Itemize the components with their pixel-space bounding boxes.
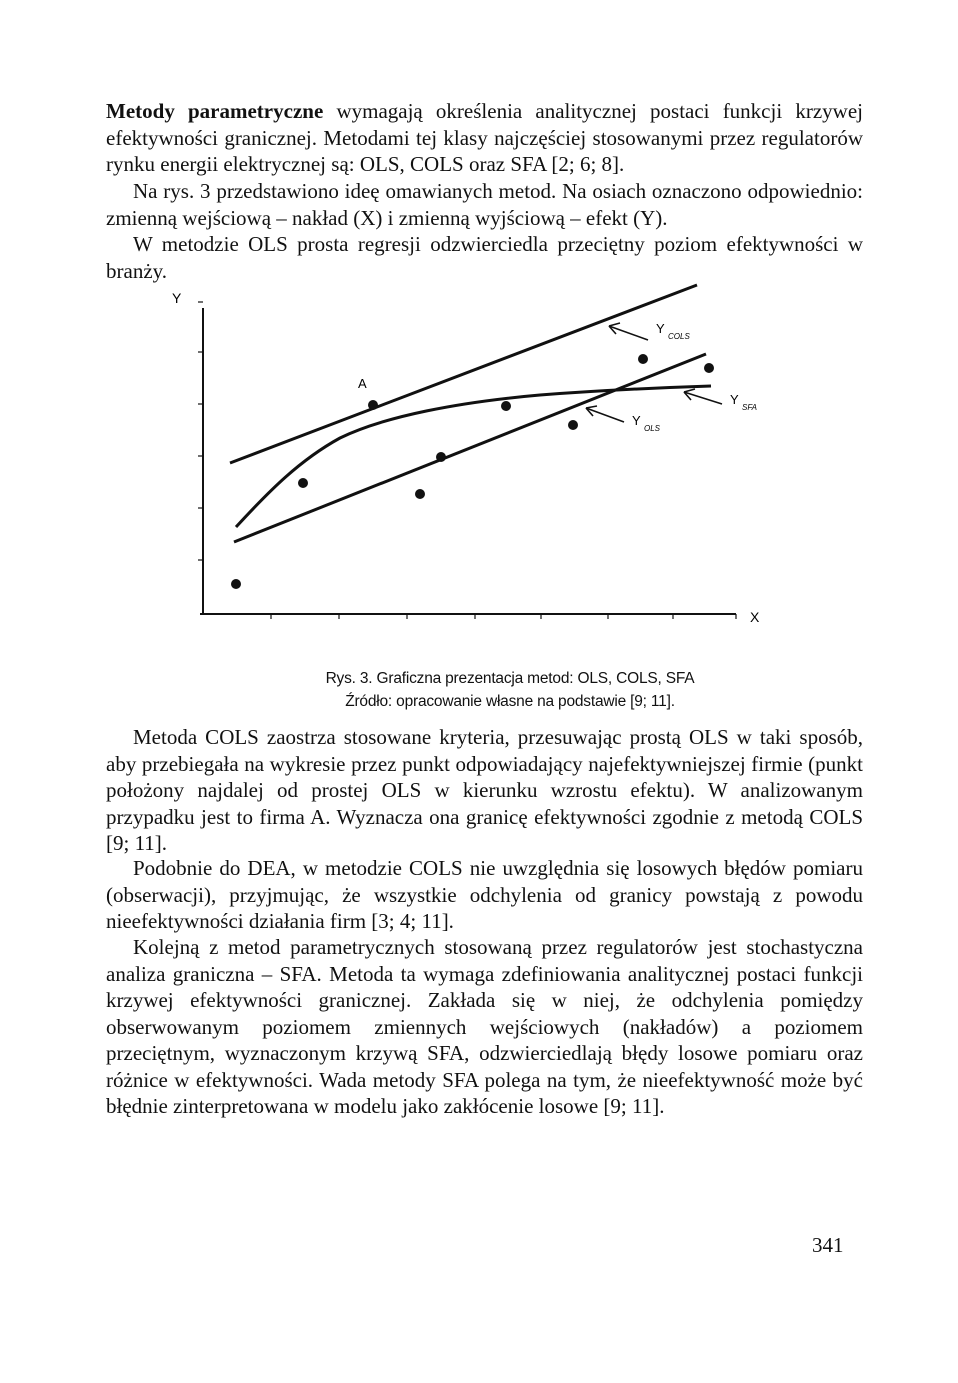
intro-paragraph-1-text: wymagają określenia analitycznej postaci funkcji krzywej efektywności granicznej. Metodami tej klasy najczęściej stosowanymi przez regulatorów rynku energii elektrycznej są: OLS, COLS oraz SFA [2; 6; 8]. (106, 99, 863, 176)
label-ols-main: Y (632, 413, 641, 428)
data-point (501, 401, 511, 411)
chart-svg (150, 270, 790, 640)
data-point (638, 354, 648, 364)
arrow-cols (609, 323, 648, 340)
intro-paragraph-2-text: Na rys. 3 przedstawiono ideę omawianych metod. Na osiach oznaczono odpowiednio: zmienną wejściową – nakład (X) i zmienną wyjściową – efekt (Y). (106, 179, 863, 230)
figure-ols-cols-sfa (150, 270, 790, 640)
intro-paragraph-2 (106, 178, 863, 231)
data-point (568, 420, 578, 430)
intro-paragraph-3-text: W metodzie OLS prosta regresji odzwierciedla przeciętny poziom efektywności w branży. (106, 232, 863, 283)
label-ols-sub: OLS (644, 424, 661, 433)
data-point (704, 363, 714, 373)
page-number: 341 (812, 1233, 844, 1257)
sfa-curve (236, 386, 711, 527)
point-label-a: A (358, 376, 367, 391)
label-sfa-main: Y (730, 392, 739, 407)
label-cols-main: Y (656, 321, 665, 336)
data-point (231, 579, 241, 589)
arrow-sfa (684, 389, 722, 404)
bold-term: Metody parametryczne (106, 99, 324, 123)
label-sfa-sub: SFA (742, 403, 757, 412)
label-cols-sub: COLS (668, 332, 690, 341)
x-axis-label: X (750, 609, 760, 625)
figure-caption-source: Źródło: opracowanie własne na podstawie [9; 11]. (345, 693, 675, 710)
data-point (436, 452, 446, 462)
cols-line (230, 285, 697, 463)
arrow-ols (586, 406, 624, 422)
body-paragraph-4-text: Metoda COLS zaostrza stosowane kryteria, przesuwając prostą OLS w taki sposób, aby przebiegała na wykresie przez punkt odpowiadający najefektywniejszej firmie (punkt położony najdalej od prostej OLS w kierunku wzrostu efektu). W analizowanym przypadku jest to firma A. Wyznacza ona granicę efektywności zgodnie z metodą COLS [9; 11]. (106, 725, 863, 855)
body-paragraph-5-text: Podobnie do DEA, w metodzie COLS nie uwzględnia się losowych błędów pomiaru (obserwacji), przyjmując, że wszystkie odchylenia od granicy powstają z powodu nieefektywności działania firm [3; 4; 11]. (106, 856, 863, 933)
body-paragraph-4 (106, 724, 863, 857)
data-point (415, 489, 425, 499)
figure-caption-title: Rys. 3. Graficzna prezentacja metod: OLS, COLS, SFA (325, 670, 695, 687)
data-point (368, 400, 378, 410)
y-axis-label: Y (172, 290, 182, 306)
data-point (298, 478, 308, 488)
body-paragraph-5 (106, 855, 863, 935)
body-paragraph-6 (106, 934, 863, 1120)
intro-paragraph-1 (106, 98, 863, 178)
ols-line (234, 354, 706, 542)
body-paragraph-6-text: Kolejną z metod parametrycznych stosowaną przez regulatorów jest stochastyczna analiza graniczna – SFA. Metoda ta wymaga zdefiniowania analitycznej postaci funkcji krzywej efektywności granicznej. Zakłada się w niej, że odchylenia pomiędzy obserwowanym poziomem zmiennych wejściowych (nakładów) a poziomem przeciętnym, wyznaczonym krzywą SFA, odzwierciedlają błędy losowe pomiaru oraz różnice w efektywności. Wada metody SFA polega na tym, że nieefektywność może być błędnie zinterpretowana w modelu jako zakłócenie losowe [9; 11]. (106, 935, 863, 1118)
